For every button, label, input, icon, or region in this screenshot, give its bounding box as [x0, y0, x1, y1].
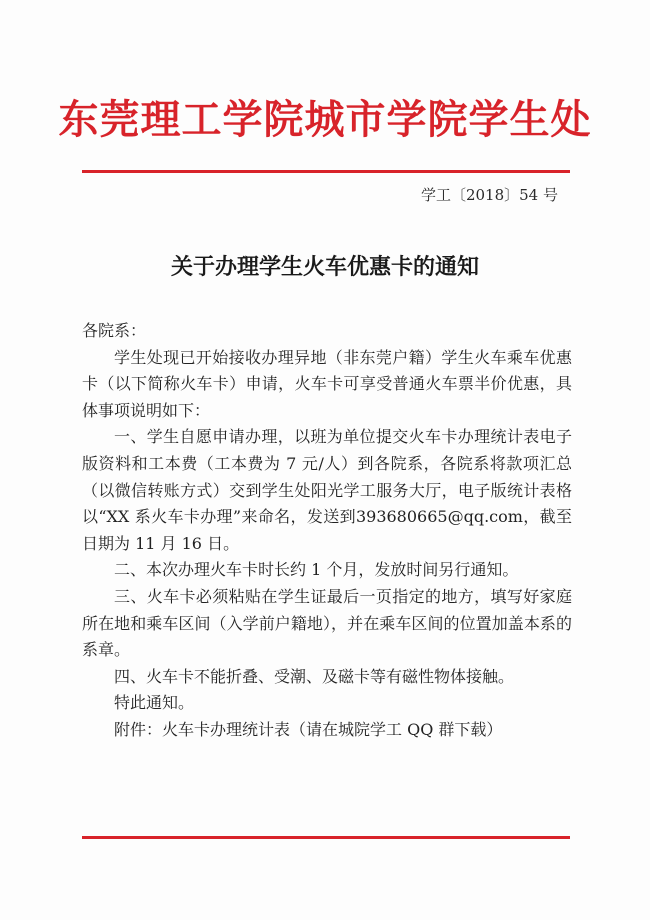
letterhead-red-rule [82, 170, 570, 173]
paragraph-intro: 学生处现已开始接收办理异地（非东莞户籍）学生火车乘车优惠卡（以下简称火车卡）申请，火车卡可享受普通火车票半价优惠，具体事项说明如下： [82, 347, 572, 420]
notice-title: 关于办理学生火车优惠卡的通知 [170, 254, 479, 280]
notice-body [82, 318, 572, 744]
closing-remark: 特此通知。 [114, 693, 195, 713]
footer-red-rule [82, 836, 570, 839]
attachment-line: 附件：火车卡办理统计表（请在城院学工 QQ 群下载） [114, 719, 503, 739]
document-number: 学工〔2018〕54 号 [420, 186, 558, 204]
salutation: 各院系： [82, 321, 147, 340]
paragraph-item-2: 二、本次办理火车卡时长约 1 个月，发放时间另行通知。 [114, 560, 519, 580]
paragraph-item-1: 一、学生自愿申请办理，以班为单位提交火车卡办理统计表电子版资料和工本费（工本费为 7 元/人）到各院系，各院系将款项汇总（以微信转账方式）交到学生处阳光学工服务大厅，电子版统计表格以“XX 系火车卡办理”来命名，发送到393680665@qq.com，截至日期为 11 月 16 日。 [82, 427, 572, 553]
paragraph-item-3: 三、火车卡必须粘贴在学生证最后一页指定的地方，填写好家庭所在地和乘车区间（入学前户籍地），并在乘车区间的位置加盖本系的系章。 [82, 586, 572, 660]
paragraph-item-4: 四、火车卡不能折叠、受潮、及磁卡等有磁性物体接触。 [114, 666, 515, 686]
letterhead-org-name: 东莞理工学院城市学院学生处 [58, 96, 592, 143]
